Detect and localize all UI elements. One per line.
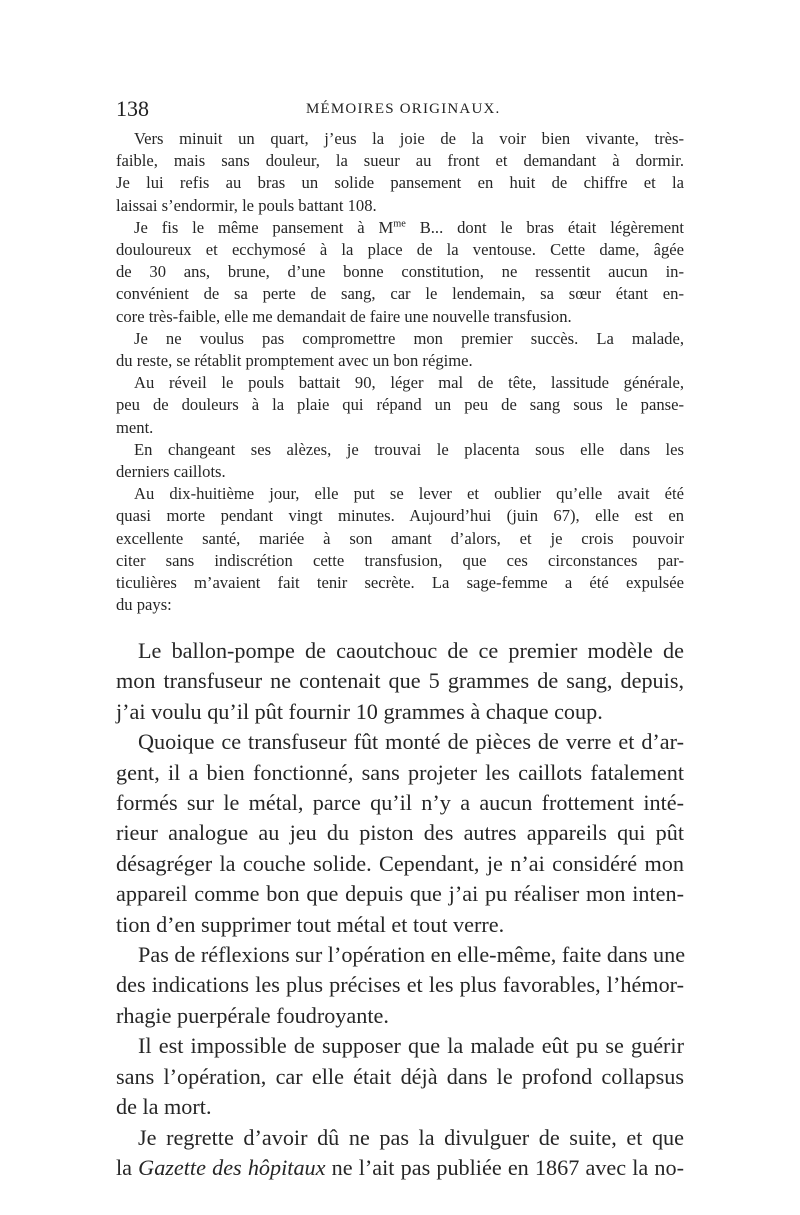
paragraph <box>116 1123 684 1184</box>
text-line: Je lui refis au bras un solide pansement en huit de chiffre et la <box>116 173 684 193</box>
text-line: ticulières m’avaient fait tenir secrète. La sage-femme a été expulsée <box>116 573 684 593</box>
text-line: Quoique ce transfuseur fût monté de pièces de verre et d’ar- <box>138 729 684 755</box>
text-line: des indications les plus précises et les plus favorables, l’hémor- <box>116 972 684 998</box>
text-line: Au dix-huitième jour, elle put se lever et oublier qu’elle avait été <box>134 484 684 504</box>
text-fragment: Je fis le même pansement à M <box>134 217 394 237</box>
text-line: quasi morte pendant vingt minutes. Aujourd’hui (juin 67), elle est en <box>116 506 684 526</box>
paragraph <box>116 636 684 727</box>
text-line: mon transfuseur ne contenait que 5 grammes de sang, depuis, <box>116 668 684 694</box>
text-line: derniers caillots. <box>116 462 226 482</box>
text-line: rieur analogue au jeu du piston des autres appareils qui pût <box>116 820 684 846</box>
text-line: core très-faible, elle me demandait de faire une nouvelle transfusion. <box>116 306 572 326</box>
paragraph <box>116 1031 684 1122</box>
superscript: me <box>393 218 406 230</box>
text-line: En changeant ses alèzes, je trouvai le placenta sous elle dans les <box>134 439 684 459</box>
paragraph <box>116 727 684 940</box>
text-line: de 30 ans, brune, d’une bonne constitution, ne ressentit aucun in- <box>116 262 684 282</box>
paragraph <box>116 128 684 217</box>
text-line: convénient de sa perte de sang, car le lendemain, sa sœur étant en- <box>116 284 684 304</box>
text-line <box>116 1153 684 1183</box>
text-line: Je regrette d’avoir dû ne pas la divulguer de suite, et que <box>138 1124 684 1150</box>
text-fragment: ne l’ait pas publiée en 1867 avec la no- <box>325 1154 684 1180</box>
text-line: citer sans indiscrétion cette transfusion, que ces circonstances par- <box>116 550 684 570</box>
text-line <box>116 217 684 239</box>
text-fragment: la <box>116 1154 139 1180</box>
paragraph <box>116 372 684 439</box>
text-line: faible, mais sans douleur, la sueur au front et demandant à dormir. <box>116 151 684 171</box>
page-header <box>116 96 684 126</box>
paragraph <box>116 328 684 372</box>
text-line: du reste, se rétablit promptement avec un bon régime. <box>116 351 473 371</box>
text-line: Vers minuit un quart, j’eus la joie de la voir bien vivante, très- <box>134 129 684 148</box>
running-title: MÉMOIRES ORIGINAUX. <box>306 101 501 117</box>
text-line: tion d’en supprimer tout métal et tout verre. <box>116 911 505 937</box>
text-line: formés sur le métal, parce qu’il n’y a aucun frottement inté- <box>116 790 684 816</box>
text-line: rhagie puerpérale foudroyante. <box>116 1002 389 1028</box>
body-text-small <box>116 128 684 616</box>
text-fragment: B... dont le bras était légèrement <box>405 217 684 237</box>
paragraph <box>116 217 684 328</box>
paragraph <box>116 439 684 483</box>
text-line: Au réveil le pouls battait 90, léger mal de tête, lassitude générale, <box>134 373 684 393</box>
journal-title-italic: Gazette des hôpitaux <box>138 1154 326 1180</box>
text-line: Il est impossible de supposer que la malade eût pu se guérir <box>138 1033 684 1059</box>
text-line: excellente santé, mariée à son amant d’alors, et je crois pouvoir <box>116 528 684 548</box>
text-line: douloureux et ecchymosé à la place de la ventouse. Cette dame, âgée <box>116 240 684 260</box>
text-line: Je ne voulus pas compromettre mon premier succès. La malade, <box>134 328 684 348</box>
text-line: sans l’opération, car elle était déjà dans le profond collapsus <box>116 1063 684 1089</box>
text-line: ment. <box>116 417 154 437</box>
text-line: désagréger la couche solide. Cependant, je n’ai considéré mon <box>116 850 684 876</box>
body-text-large <box>116 636 684 1183</box>
text-line: peu de douleurs à la plaie qui répand un peu de sang sous le panse- <box>116 395 684 415</box>
page-number: 138 <box>116 96 149 121</box>
text-line: gent, il a bien fonctionné, sans projeter les caillots fatalement <box>116 759 684 785</box>
text-line: appareil comme bon que depuis que j’ai pu réaliser mon inten- <box>116 881 684 907</box>
text-line: Pas de réflexions sur l’opération en elle-même, faite dans une <box>138 942 686 968</box>
text-line: laissai s’endormir, le pouls battant 108. <box>116 195 377 215</box>
paragraph <box>116 483 684 616</box>
text-line: Le ballon-pompe de caoutchouc de ce premier modèle de <box>138 638 684 663</box>
text-line: de la mort. <box>116 1094 212 1120</box>
paragraph <box>116 940 684 1031</box>
text-line: du pays: <box>116 595 172 615</box>
text-line: j’ai voulu qu’il pût fournir 10 grammes à chaque coup. <box>116 698 603 724</box>
